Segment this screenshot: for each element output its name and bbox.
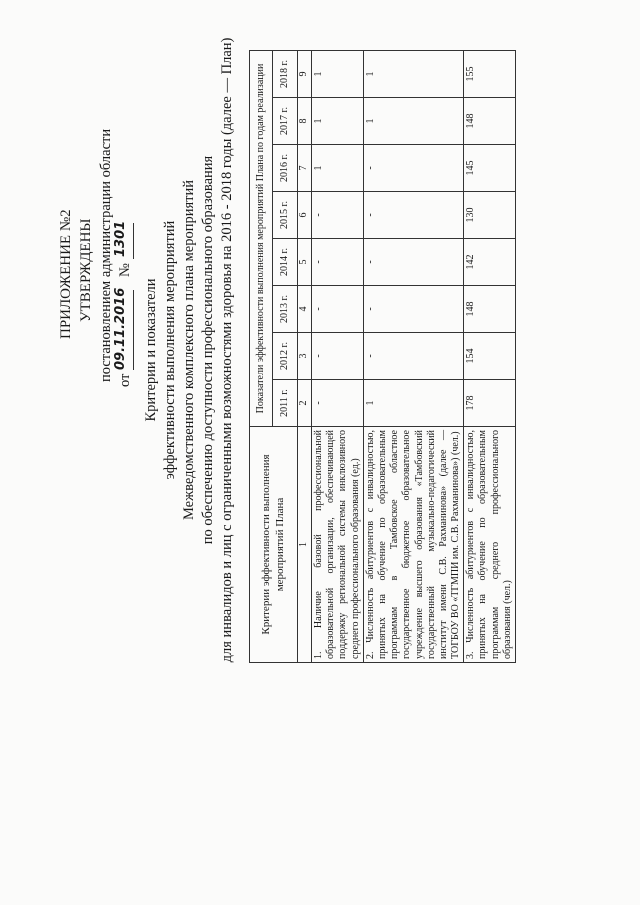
- value-cell: -: [363, 192, 464, 239]
- value-cell: -: [363, 286, 464, 333]
- heading-line-4: по обеспечению доступности профессионального образования: [200, 155, 216, 545]
- heading-line-5: для инвалидов и лиц с ограниченными возможностями здоровья на 2016 - 2018 годы (далее — План): [219, 37, 235, 663]
- value-cell: -: [312, 286, 364, 333]
- handwritten-number: 1301: [113, 220, 128, 257]
- year-header: 2013 г.: [273, 286, 298, 333]
- value-cell: 148: [464, 286, 516, 333]
- value-cell: -: [363, 333, 464, 380]
- value-cell: 155: [464, 51, 516, 98]
- value-cell: 1: [363, 380, 464, 427]
- column-number: 4: [298, 286, 312, 333]
- heading-line-3: Межведомственного комплексного плана мероприятий: [181, 179, 197, 521]
- approved-label: УТВЕРЖДЕНЫ: [78, 218, 94, 322]
- table-row: [464, 51, 516, 663]
- column-number: 7: [298, 145, 312, 192]
- value-cell: -: [363, 239, 464, 286]
- year-header: 2012 г.: [273, 333, 298, 380]
- value-cell: 148: [464, 98, 516, 145]
- column-number-row: [298, 51, 312, 663]
- header-row-top: [250, 51, 273, 663]
- column-number: 8: [298, 98, 312, 145]
- year-header: 2014 г.: [273, 239, 298, 286]
- value-cell: 1: [312, 98, 364, 145]
- table-row: [312, 51, 364, 663]
- value-cell: 1: [363, 51, 464, 98]
- handwritten-date: 09.11.2016: [113, 287, 128, 370]
- year-header: 2011 г.: [273, 380, 298, 427]
- value-cell: 1: [312, 145, 364, 192]
- year-header: 2017 г.: [273, 98, 298, 145]
- value-cell: 142: [464, 239, 516, 286]
- year-header: 2018 г.: [273, 51, 298, 98]
- column-number: 9: [298, 51, 312, 98]
- column-number: 3: [298, 333, 312, 380]
- number-prefix: №: [117, 263, 133, 277]
- heading-line-2: эффективности выполнения мероприятий: [162, 220, 178, 480]
- value-cell: 154: [464, 333, 516, 380]
- decree-label: постановлением администрации области: [98, 128, 114, 382]
- date-underline: [133, 290, 134, 370]
- year-header: 2015 г.: [273, 192, 298, 239]
- heading-line-1: Критерии и показатели: [143, 278, 159, 422]
- year-header: 2016 г.: [273, 145, 298, 192]
- column-number: 5: [298, 239, 312, 286]
- value-cell: 145: [464, 145, 516, 192]
- number-underline: [133, 223, 134, 259]
- criterion-text: 3. Численность абитуриентов с инвалидностью, принятых на обучение по образовательным программам среднего профессионального образования (чел.): [464, 427, 516, 663]
- value-cell: 130: [464, 192, 516, 239]
- indicators-header: Показатели эффективности выполнения мероприятий Плана по годам реализации: [250, 51, 273, 427]
- column-number: 6: [298, 192, 312, 239]
- appendix-title: ПРИЛОЖЕНИЕ №2: [58, 209, 74, 339]
- column-number: 1: [298, 427, 312, 663]
- value-cell: -: [363, 145, 464, 192]
- criterion-text: 1. Наличие базовой профессиональной образовательной организации, обеспечивающей поддержку региональной системы инклюзивного среднего профессионального образования (ед.): [312, 427, 364, 663]
- column-number: 2: [298, 380, 312, 427]
- value-cell: 178: [464, 380, 516, 427]
- criteria-header: Критерии эффективности выполнения мероприятий Плана: [250, 427, 298, 663]
- criterion-text: 2. Численность абитуриентов с инвалидностью, принятых на обучение по образовательным программам в Тамбовское областное государственное бюджетное образовательное учреждение высшего образования «Тамбовский государственный музыкально-педагогический институт имени С.В. Рахманинова» (далее — ТОГБОУ ВО «ТГМПИ им. С.В. Рахманинова») (чел.): [363, 427, 464, 663]
- value-cell: 1: [312, 51, 364, 98]
- value-cell: -: [312, 333, 364, 380]
- criteria-table: [249, 50, 516, 663]
- value-cell: 1: [363, 98, 464, 145]
- table-row: [363, 51, 464, 663]
- value-cell: -: [312, 192, 364, 239]
- value-cell: -: [312, 380, 364, 427]
- value-cell: -: [312, 239, 364, 286]
- date-prefix: от: [117, 373, 133, 387]
